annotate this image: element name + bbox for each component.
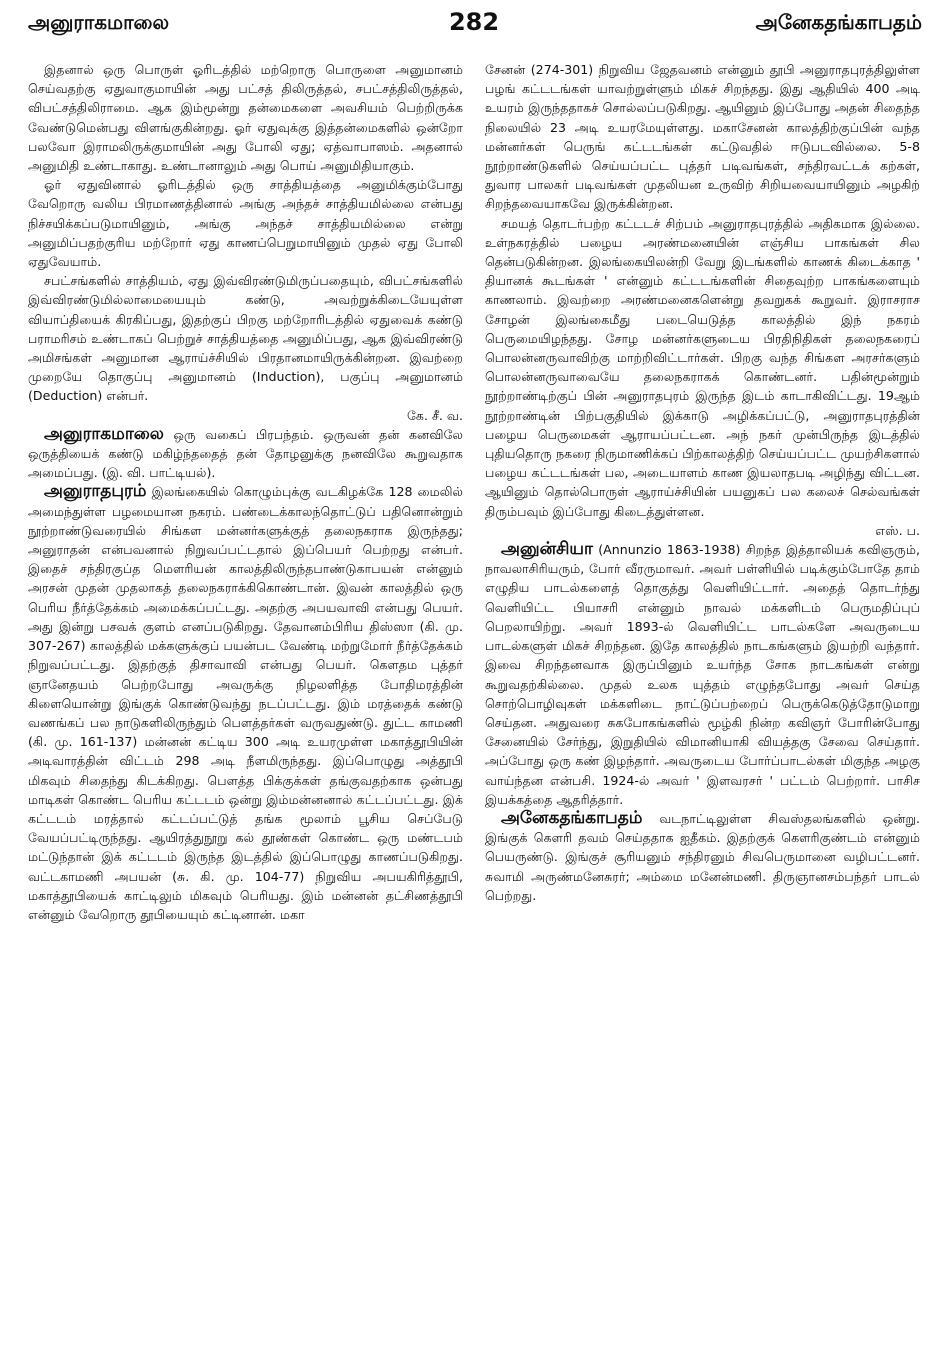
entry-anuragamalai [28,425,463,483]
entry-text: சிறந்த இத்தாலியக் கவிஞரும், நாவலாசிரியரும், போர் வீரருமாவர். அவர் பள்ளியில் படிக்கும்போதே தாம் எழுதிய பாடல்களைத் தொகுத்து வெளியிட்டார். அதைத் தொடர்ந்து வெளியிட்ட பியாசரி என்னும் நாவல் மக்களிடம் பெருமதிப்புப் பெறலாயிற்று. அவர் 1893-ல் வெளியிட்ட பாடல்களே அவருடைய பாடல்களுள் மிகச் சிறந்தன. இதே காலத்தில் நாடகங்களும் இயற்றி வந்தார். இவை சிறந்தனவாக இருப்பினும் உயர்ந்த சோக நாடகங்கள் என்று கூறுவதற்கில்லை. முதல் உலக யுத்தம் எழுந்தபோது அவர் செய்த சொற்பொழிவுகள் மக்களிடை நாட்டுப்பற்றைப் பெருக்கெடுத்தோடுமாறு செய்தன. அதுவரை சுகபோகங்களில் மூழ்கி நின்ற கவிஞர் போரின்போது சேனையில் சேர்ந்து, இறுதியில் விமானியாகி வியத்தகு சேவை செய்தார். அப்போது ஒரு கண் இழந்தார். அவருடைய போர்ப்பாடல்கள் மிகுந்த அழகு வாய்ந்தன என்பசி. 1924-ல் அவர் ' இளவரசர் ' பட்டம் பெற்றார். பாசிச இயக்கத்தை ஆதரித்தார். [485,542,920,807]
paragraph: சமயத் தொடர்பற்ற கட்டடச் சிற்பம் அனுராதபுரத்தில் அதிகமாக இல்லை. உள்நகரத்தில் பழைய அரண்மனையின் எஞ்சிய பாகங்கள் சில தென்படுகின்றன. இலங்கையிலன்றி வேறு இடங்களில் காணக் கிடைக்காத ' தியானக் கூடங்கள் ' என்னும் கட்டடங்களின் சிதைவுற்ற பாகங்களையும் காணலாம். இவற்றை அரண்மனைகளென்று தவறுகக் கூறுவர். இராசராச சோழன் இலங்கைமீது படையெடுத்த காலத்தில் இந் நகரம் பெருமையிழந்தது. சோழ மன்னர்களுடைய பிரதிநிதிகள் தலைநகரைப் பொலன்னருவாவிற்கு மாற்றிவிட்டார்கள். பிறகு வந்த சிங்கள அரசர்களும் பொலன்னருவாவையே தலைநகராகக் கொண்டனர். பதின்மூன்றும் நூற்றாண்டிற்குப் பின் அனுராதபுரம் இருந்த இடம் காடாகிவிட்டது. 19ஆம் நூற்றாண்டின் பிற்பகுதியில் இக்காடு அழிக்கப்பட்டு, அனுராதபுரத்தின் பழைய பெருமைகள் ஆராயப்பட்டன. அந் நகர் முன்பிருந்த இடத்தில் புதியதொரு நகரை நிருமாணிக்கப் பிற்காலத்திற் செய்யப்பட்ட முயற்சிகளால் பழைய கட்டடங்கள் பல, அடையாளம் காண இயலாதபடி அழிந்து விட்டன. ஆயினும் தொல்பொருள் ஆராய்ச்சியின் பயனுகப் பல கலைச் செல்வங்கள் திரும்பவும் இப்போது கிடைத்துள்ளன. [485,215,920,519]
entry-text: வடநாட்டிலுள்ள சிவஸ்தலங்களில் ஒன்று. இங்குக் கௌரி தவம் செய்ததாக ஐதீகம். இதற்குக் கௌரிகுண்டம் என்னும் பெயருண்டு. இங்குச் சூரியனும் சந்திரனும் சிவபெருமானை வழிபட்டனர். சுவாமி அருண்மனேசுரர்; அம்மை மனேன்மணி. திருஞானசம்பந்தர் பாடல் பெற்றது. [485,810,920,903]
author-initials: கே. சீ. வ. [406,407,463,423]
paragraph: இதனால் ஒரு பொருள் ஓரிடத்தில் மற்றொரு பொருளை அனுமானம் செய்வதற்கு ஏதுவாகுமாயின் அது பட்சத் திலிருத்தல், சபட்சத்திலிருத்தல், விபட்சத்திலிராமை. ஆக இம்மூன்று தன்மைகளை அவசியம் பெற்றிருக்க வேண்டுமென்பது விளங்குகின்றது. ஓர் ஏதுவுக்கு இத்தன்மைகளில் ஒன்றோ பலவோ இராமலிருக்குமாயின் அது போலி ஏது; ஏத்வாபாஸம். அதனால் அனுமிதி உண்டாகாது. உண்டானாலும் அது பொய் அனுமிதியாகும். [28,62,463,174]
entry-text: ஒரு வகைப் பிரபந்தம். ஒருவன் தன் கனவிலே ஒருத்தியைக் கண்டு மகிழ்ந்ததைத் தன் தோழனுக்கு நனவிலே கூறுவதாக அமைப்பது. (இ. வி. பாட்டியல்). [28,426,463,481]
entry-annunzio [485,540,920,809]
headword: அனுராகமாலை [44,423,164,444]
paragraph: சேனன் (274-301) நிறுவிய ஜேதவனம் என்னும் தூபி அனுராதபுரத்திலுள்ள பழங் கட்டடங்கள் யாவற்றுள்ளும் மிகச் சிறந்தது. இது ஆதியில் 400 அடி உயரம் இருந்ததாகச் சொல்லப்படுகிறது. ஆயினும் இப்போது அதன் சிதைந்த நிலையில் 23 அடி உயரமேயுள்ளது. மகாசேனன் காலத்திற்குப்பின் வந்த மன்னர்கள் பெருங் கட்டடங்கள் கட்டுவதில் ஈடுபடவில்லை. 5-8 நூற்றாண்டுகளில் செய்யப்பட்ட புத்தர் படிவங்கள், சந்திரவட்டக் கற்கள், துவார பாலகர் படிவங்கள் முதலியன உருவிற் சிறியவையாயினும் அழகிற் சிறந்தவையாகவே இருக்கின்றன. [485,62,920,212]
headword: அனுன்சியா [501,539,593,560]
author-initials: எஸ். ப. [875,522,920,538]
paragraph: சபட்சங்களில் சாத்தியம், ஏது இவ்விரண்டுமிருப்பதையும், விபட்சங்களில் இவ்விரண்டுமில்லாமையையும் கண்டு, அவற்றுக்கிடையேயுள்ள வியாப்தியைக் கிரகிப்பது, இதற்குப் பிறகு மற்றோரிடத்தில் ஏதுவைக் கண்டு பராமரிசம் உண்டாகப் பெற்றுச் சாத்தியத்தை அனுமிப்பது, ஆக இவ்விரண்டு அமிசங்கள் அனுமான ஆராய்ச்சியில் பிரதானமாயிருக்கின்றன. இவற்றை முறையே தொகுப்பு அனுமானம் (Induction), பகுப்பு அனுமானம் (Deduction) என்பர். [28,273,463,404]
entry-text: இலங்கையில் கொழும்புக்கு வடகிழக்கே 128 மைலில் அமைந்துள்ள பழமையான நகரம். பண்டைக்காலந்தொட்டுப் பதினொன்றும் நூற்றாண்டுவரையில் சிங்கள மன்னர்களுக்குத் தலைநகராக இருந்தது; அனுராதன் என்பவனால் நிறுவப்பட்டதால் இப்பெயர் பெற்றது என்பர். இதைச் சந்திரகுப்த மௌரியன் காலத்திலிருந்தபாண்டுகாபயன் என்னும் அரசன் முதன் முதலாகத் தலைநகராக்கிகொண்டான். இவன் காலத்தில் ஒரு பெரிய நீர்த்தேக்கம் அமைக்கப்பட்டது. அதற்கு அபயவாவி என்பது பெயர். அது இன்று பசவக் குளம் எனப்படுகிறது. தேவானம்பிரிய திஸ்ஸா (கி. மு. 307-267) காலத்தில் மக்களுக்குப் பயன்பட வேண்டி மற்றுமோர் நீர்த்தேக்கம் நிறுவப்பட்டது. இதற்குத் திசாவாவி என்பது பெயர். கௌதம புத்தர் ஞானேதயம் பெற்றபோது அவருக்கு நிழலளித்த போதிமரத்தின் கிளையொன்று இங்குக் கொண்டுவந்து நடப்பட்டது. இம் மரத்தைக் கண்டு வணங்கப் பல நாடுகளிலிருந்தும் பௌத்தர்கள் வருவதுண்டு. துட்ட காமணி (கி. மு. 161-137) மன்னன் கட்டிய 300 அடி உயரமுள்ள மகாத்தூபியின் அடிவாரத்தின் விட்டம் 298 அடி நீளமிருந்தது. இப்பொழுது அத்தூபி மிகவும் சிதைந்து கிடக்கிறது. பௌத்த பிக்குக்கள் தங்குவதற்காக ஒன்பது மாடிகள் கொண்ட பெரிய கட்டடம் ஒன்று இம்மன்னனால் கட்டப்பட்டது. இக் கட்டடம் மரத்தால் கட்டப்பட்டுத் தங்க மூலாம் பூசிய செப்பேடு வேயப்பட்டிருந்தது. ஆயிரத்துநூறு கல் தூண்கள் கொண்ட ஒரு மண்டபம் மட்டுந்தான் இக் கட்டடம் இருந்த இடத்தில் இப்பொழுது காணப்படுகிறது. வட்டகாமணி அபயன் (சு. கி. மு. 104-77) நிறுவிய அபயகிரித்தூபி, மகாத்தூபியைக் காட்டிலும் மிகவும் பெரியது. இம் மன்னன் தட்சிணத்தூபி என்னும் வேறொரு தூபியையும் கட்டினான். மகா [28,484,463,922]
headword-subtitle: (Annunzio 1863-1938) [598,542,741,558]
entry-anuradhapuram [28,482,463,924]
entry-anegathangapatham [485,809,920,905]
page-header [0,0,948,48]
page-number: 282 [448,8,500,36]
running-head-right: அனேகதங்காபதம் [755,10,922,34]
headword: அனேகதங்காபதம் [501,807,643,828]
left-column [28,60,463,1350]
right-column [485,60,920,1350]
running-head-left: அனுராகமாலை [28,10,170,34]
headword: அனுராதபுரம் [44,481,147,502]
paragraph: ஓர் ஏதுவினால் ஓரிடத்தில் ஒரு சாத்தியத்தை அனுமிக்கும்போது வேறொரு வலிய பிரமாணத்தினால் அங்கு அந்தச் சாத்தியமில்லை என்பது நிச்சயிக்கப்படுமாயினும், அங்கு அந்தச் சாத்தியமில்லை என்று அனுமிப்பதற்குரிய மற்றோர் ஏது காணப்பெறுமாயினும் முதல் ஏது போலி ஏதுவேயாம். [28,177,463,270]
